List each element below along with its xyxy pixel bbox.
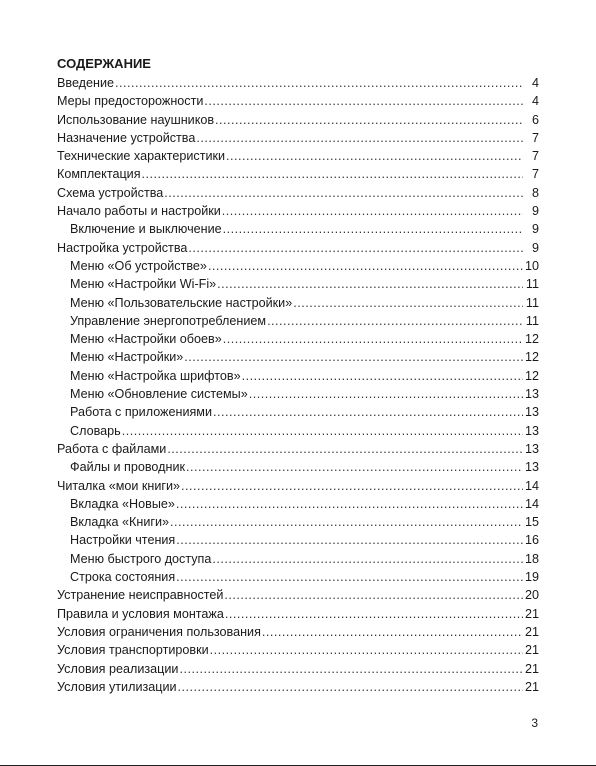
- toc-dot-leader: [242, 367, 523, 385]
- toc-entry[interactable]: [57, 129, 539, 147]
- toc-title: СОДЕРЖАНИЕ: [57, 56, 151, 71]
- toc-entry-label: Меню «Настройка шрифтов»: [70, 368, 241, 383]
- toc-entry[interactable]: [57, 92, 539, 110]
- toc-entry[interactable]: [57, 184, 539, 202]
- toc-entry[interactable]: [57, 294, 539, 312]
- toc-entry-page: 21: [524, 679, 539, 694]
- toc-dot-leader: [142, 165, 523, 183]
- toc-entry-label: Технические характеристики: [57, 149, 226, 164]
- toc-entry-page: 11: [525, 313, 539, 328]
- toc-entry-page: 11: [525, 295, 539, 310]
- toc-dot-leader: [122, 422, 523, 440]
- toc-entry-page: 21: [524, 661, 539, 676]
- toc-dot-leader: [208, 257, 523, 275]
- toc-entry[interactable]: [57, 348, 539, 366]
- toc-dot-leader: [179, 660, 523, 678]
- toc-dot-leader: [223, 330, 523, 348]
- toc-entry[interactable]: [57, 550, 539, 568]
- toc-entry-label: Читалка «мои книги»: [57, 478, 181, 493]
- toc-entry-page: 7: [531, 149, 539, 164]
- toc-entry[interactable]: [57, 440, 539, 458]
- toc-entry[interactable]: [57, 385, 539, 403]
- toc-entry[interactable]: [57, 147, 539, 165]
- toc-dot-leader: [204, 92, 523, 110]
- toc-entry[interactable]: [57, 257, 539, 275]
- toc-entry-label: Меры предосторожности: [57, 94, 204, 109]
- toc-dot-leader: [178, 678, 523, 696]
- toc-dot-leader: [184, 348, 523, 366]
- toc-entry-label: Строка состояния: [70, 570, 176, 585]
- toc-dot-leader: [249, 385, 523, 403]
- toc-entry-page: 11: [525, 277, 539, 292]
- toc-entry-page: 20: [524, 588, 539, 603]
- toc-entry-page: 13: [524, 405, 539, 420]
- toc-entry-page: 21: [524, 606, 539, 621]
- toc-entry-page: 21: [524, 643, 539, 658]
- toc-entry[interactable]: [57, 586, 539, 604]
- toc-entry-page: 7: [531, 167, 539, 182]
- toc-entry-page: 10: [524, 258, 539, 273]
- toc-entry-label: Работа с файлами: [57, 441, 167, 456]
- toc-entry-label: Условия реализации: [57, 661, 179, 676]
- toc-entry[interactable]: [57, 330, 539, 348]
- toc-entry[interactable]: [57, 495, 539, 513]
- toc-entry[interactable]: [57, 513, 539, 531]
- toc-entry-label: Начало работы и настройки: [57, 204, 221, 219]
- toc-dot-leader: [186, 458, 523, 476]
- toc-entry-page: 9: [531, 204, 539, 219]
- toc-dot-leader: [176, 568, 523, 586]
- toc-entry[interactable]: [57, 458, 539, 476]
- toc-dot-leader: [267, 312, 523, 330]
- toc-entry-label: Файлы и проводник: [70, 460, 185, 475]
- toc-dot-leader: [181, 477, 523, 495]
- toc-entry-label: Условия утилизации: [57, 679, 177, 694]
- toc-entry-label: Устранение неисправностей: [57, 588, 224, 603]
- toc-dot-leader: [167, 440, 523, 458]
- toc-entry-page: 12: [524, 332, 539, 347]
- toc-dot-leader: [225, 605, 523, 623]
- toc-entry-label: Меню быстрого доступа: [70, 551, 212, 566]
- toc-entry-page: 4: [531, 94, 539, 109]
- toc-dot-leader: [115, 74, 523, 92]
- toc-entry-label: Условия ограничения пользования: [57, 624, 261, 639]
- toc-entry-page: 14: [524, 496, 539, 511]
- toc-entry[interactable]: [57, 403, 539, 421]
- toc-entry-label: Меню «Обновление системы»: [70, 387, 248, 402]
- toc-entry-page: 12: [524, 350, 539, 365]
- toc-entry-label: Комплектация: [57, 167, 141, 182]
- toc-dot-leader: [213, 403, 523, 421]
- toc-entry-page: 8: [531, 185, 539, 200]
- toc-dot-leader: [210, 641, 523, 659]
- toc-dot-leader: [212, 550, 523, 568]
- toc-entry-page: 19: [524, 570, 539, 585]
- toc-entry[interactable]: [57, 312, 539, 330]
- toc-entry-label: Включение и выключение: [70, 222, 222, 237]
- toc-dot-leader: [222, 202, 523, 220]
- toc-dot-leader: [164, 184, 523, 202]
- toc-entry[interactable]: [57, 531, 539, 549]
- toc-entry-page: 7: [531, 130, 539, 145]
- toc-dot-leader: [217, 275, 523, 293]
- toc-entry-page: 9: [531, 240, 539, 255]
- toc-entry-page: 18: [524, 551, 539, 566]
- toc-entry[interactable]: [57, 623, 539, 641]
- toc-dot-leader: [215, 111, 523, 129]
- toc-dot-leader: [188, 239, 523, 257]
- toc-entry-label: Схема устройства: [57, 185, 164, 200]
- toc-entry[interactable]: [57, 568, 539, 586]
- toc-entry[interactable]: [57, 239, 539, 257]
- toc-entry-page: 13: [524, 441, 539, 456]
- table-of-contents: [57, 55, 539, 696]
- toc-entry-page: 14: [524, 478, 539, 493]
- toc-dot-leader: [170, 513, 523, 531]
- toc-entry-label: Введение: [57, 76, 115, 90]
- toc-entry[interactable]: [57, 367, 539, 385]
- toc-entry[interactable]: [57, 660, 539, 678]
- toc-entry-page: 16: [524, 533, 539, 548]
- toc-entry-page: 9: [531, 222, 539, 237]
- toc-entry-label: Меню «Настройки Wi-Fi»: [70, 277, 217, 292]
- toc-entry[interactable]: [57, 641, 539, 659]
- toc-dot-leader: [196, 129, 523, 147]
- toc-entry-page: 13: [524, 423, 539, 438]
- toc-list: [57, 74, 539, 696]
- toc-entry-label: Меню «Настройки»: [70, 350, 184, 365]
- toc-entry-label: Назначение устройства: [57, 130, 196, 145]
- toc-entry[interactable]: [57, 165, 539, 183]
- toc-entry[interactable]: [57, 74, 539, 92]
- toc-entry-label: Условия транспортировки: [57, 643, 209, 658]
- toc-entry-label: Меню «Пользовательские настройки»: [70, 295, 293, 310]
- toc-entry[interactable]: [57, 275, 539, 293]
- toc-entry-label: Вкладка «Книги»: [70, 515, 170, 530]
- toc-entry-label: Правила и условия монтажа: [57, 606, 224, 621]
- toc-entry[interactable]: [57, 678, 539, 696]
- toc-entry-label: Настройки чтения: [70, 533, 176, 548]
- toc-dot-leader: [176, 531, 523, 549]
- toc-entry-page: 15: [524, 515, 539, 530]
- toc-entry-label: Меню «Настройки обоев»: [70, 332, 222, 347]
- toc-dot-leader: [223, 220, 523, 238]
- toc-dot-leader: [293, 294, 523, 312]
- toc-entry-page: 4: [531, 76, 539, 90]
- toc-entry-label: Меню «Об устройстве»: [70, 258, 207, 273]
- toc-entry-page: 21: [524, 624, 539, 639]
- toc-entry[interactable]: [57, 605, 539, 623]
- toc-entry-label: Вкладка «Новые»: [70, 496, 175, 511]
- toc-entry-page: 13: [524, 387, 539, 402]
- toc-entry-label: Работа с приложениями: [70, 405, 212, 420]
- toc-entry-label: Использование наушников: [57, 112, 215, 127]
- toc-entry[interactable]: [57, 220, 539, 238]
- toc-entry-page: 12: [524, 368, 539, 383]
- toc-entry-page: 13: [524, 460, 539, 475]
- toc-dot-leader: [176, 495, 523, 513]
- toc-entry[interactable]: [57, 202, 539, 220]
- toc-dot-leader: [262, 623, 523, 641]
- page-number: 3: [531, 716, 538, 730]
- toc-entry-label: Управление энергопотреблением: [70, 313, 267, 328]
- toc-dot-leader: [226, 147, 523, 165]
- toc-entry[interactable]: [57, 477, 539, 495]
- toc-entry[interactable]: [57, 422, 539, 440]
- toc-entry-label: Словарь: [70, 423, 121, 438]
- toc-entry-label: Настройка устройства: [57, 240, 188, 255]
- toc-dot-leader: [224, 586, 523, 604]
- toc-entry[interactable]: [57, 111, 539, 129]
- toc-entry-page: 6: [531, 112, 539, 127]
